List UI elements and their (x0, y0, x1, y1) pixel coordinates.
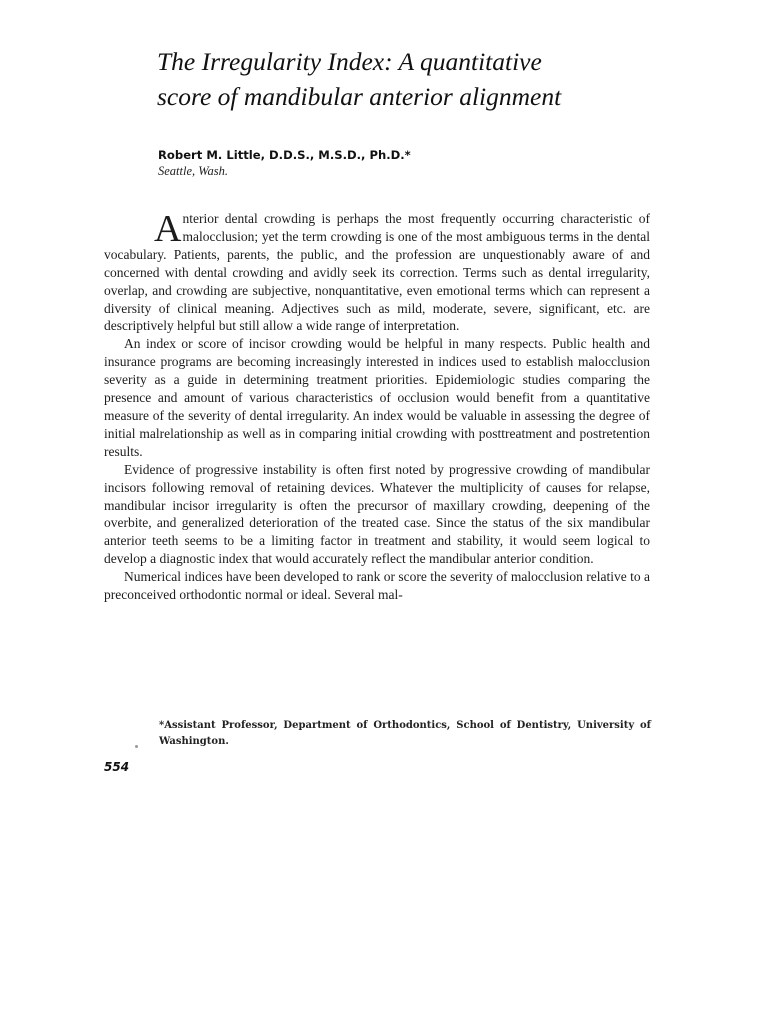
title-line-1: The Irregularity Index: A quantitative (157, 47, 542, 76)
author-name: Robert M. Little, D.D.S., M.S.D., Ph.D.* (158, 148, 411, 162)
paragraph-4: Numerical indices have been developed to rank or score the severity of malocclusion relative to a preconceived orthodontic normal or ideal. Several mal- (104, 569, 650, 603)
footnote: *Assistant Professor, Department of Orthodontics, School of Dentistry, University of Washington. (159, 720, 651, 747)
drop-cap: A (154, 208, 182, 250)
paragraph-1-text: nterior dental crowding is perhaps the most frequently occurring characteristic of malocclusion; yet the term crowding is one of the most ambiguous terms in the dental vocabulary. Patients, parents, the public, and the profession are unquestionably aware of and concerned with dental crowding and avidly seek its correction. Terms such as dental irregularity, overlap, and crowding are subjective, nonquantitative, even emotional terms which can represent a diversity of clinical meaning. Adjectives such as mild, moderate, severe, significant, etc. are descriptively helpful but still allow a wide range of interpretation. (104, 211, 650, 334)
scan-speck (135, 745, 138, 748)
paragraph-1 (104, 210, 650, 335)
article-body (104, 210, 650, 604)
paragraph-2: An index or score of incisor crowding would be helpful in many respects. Public health and insurance programs are becoming increasingly interested in indices used to establish malocclusion severity as a guide in determining treatment priorities. Epidemiologic studies comparing the presence and amount of various characteristics of occlusion would benefit from a quantitative measure of the severity of dental irregularity. An index would be valuable in assessing the degree of initial malrelationship as well as in comparing initial crowding with posttreatment and postretention results. (104, 336, 650, 459)
article-title (157, 44, 717, 114)
page-number: 554 (104, 760, 130, 774)
paragraph-3: Evidence of progressive instability is often first noted by progressive crowding of mandibular incisors following removal of retaining devices. Whatever the multiplicity of causes for relapse, mandibular incisor irregularity is often the precursor of maxillary crowding, deepening of the overbite, and generalized deterioration of the treated case. Since the status of the six mandibular anterior teeth seems to be a limiting factor in treatment and stability, it would seem logical to develop a diagnostic index that would accurately reflect the mandibular anterior condition. (104, 461, 650, 567)
author-affiliation: Seattle, Wash. (158, 164, 229, 178)
title-line-2: score of mandibular anterior alignment (157, 82, 562, 111)
